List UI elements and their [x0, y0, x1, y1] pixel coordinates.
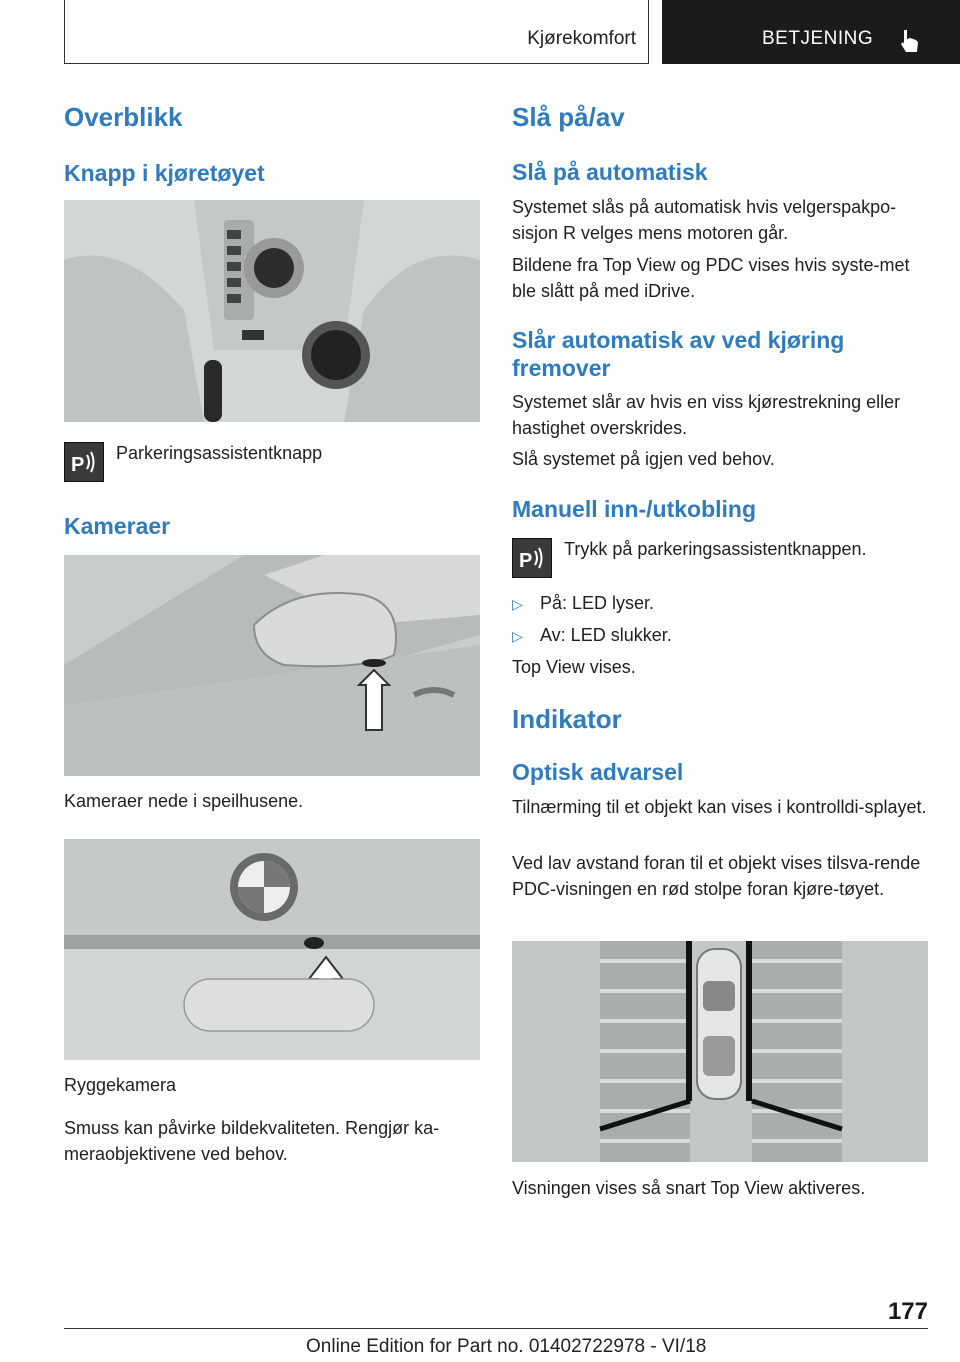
list-item [512, 622, 672, 648]
mirror-camera-caption: Kameraer nede i speilhusene. [64, 791, 304, 811]
center-console-image [64, 200, 480, 422]
topview-text: Top View vises. [512, 657, 636, 677]
optical-paragraph-1: Tilnærming til et objekt kan vises i kontrolldi-splayet. [512, 797, 927, 817]
heading-on-off: Slå på/av [512, 102, 625, 132]
heading-manual: Manuell inn-/utkobling [512, 496, 757, 522]
auto-off-paragraph-1: Systemet slår av hvis en viss kjørestrekning eller hastighet overskrides. [512, 392, 901, 438]
pointing-hand-icon [894, 26, 924, 56]
header-chapter-title: BETJENING [762, 28, 874, 49]
heading-indicator: Indikator [512, 704, 622, 734]
header-section-title: Kjørekomfort [527, 28, 636, 49]
heading-cameras: Kameraer [64, 513, 171, 539]
list-item [512, 590, 654, 616]
parking-assist-button-icon-2 [512, 538, 552, 578]
svg-text:P: P [519, 550, 533, 572]
side-mirror-camera-image [64, 555, 480, 776]
footer-edition: Online Edition for Part no. 01402722978 - VI/18 [306, 1336, 707, 1357]
page-number: 177 [887, 1298, 928, 1325]
list-item-text: Av: LED slukker. [540, 625, 672, 645]
triangle-bullet-icon: ▷ [512, 596, 523, 612]
dirt-warning-text: Smuss kan påvirke bildekvaliteten. Rengjør ka-meraobjektivene ved behov. [64, 1118, 440, 1164]
manual-instruction: Trykk på parkeringsassistentknappen. [564, 539, 867, 559]
topview-caption: Visningen vises så snart Top View aktiveres. [512, 1178, 866, 1198]
optical-paragraph-2: Ved lav avstand foran til et objekt vises tilsva-rende PDC-visningen en rød stolpe foran kjøre-tøyet. [512, 853, 921, 899]
footer-divider [64, 1328, 928, 1329]
button-caption: Parkeringsassistentknapp [116, 443, 323, 463]
svg-text:P: P [71, 454, 85, 476]
heading-overview: Overblikk [64, 102, 183, 132]
auto-on-paragraph-2: Bildene fra Top View og PDC vises hvis syste-met ble slått på med iDrive. [512, 255, 910, 301]
list-item-text: På: LED lyser. [540, 593, 655, 613]
header-section-box [64, 0, 649, 64]
auto-off-paragraph-2: Slå systemet på igjen ved behov. [512, 449, 775, 469]
parking-assist-button-icon [64, 442, 104, 482]
auto-on-paragraph-1: Systemet slås på automatisk hvis velgerspakpo-sisjon R velges mens motoren går. [512, 197, 897, 243]
heading-auto-off: Slår automatisk av ved kjøring fremover [512, 327, 845, 381]
heading-optical-warning: Optisk advarsel [512, 759, 684, 785]
top-view-display-image [512, 941, 928, 1162]
rear-camera-caption: Ryggekamera [64, 1075, 177, 1095]
heading-button-in-vehicle: Knapp i kjøretøyet [64, 160, 265, 186]
header-chapter-box [662, 0, 960, 64]
triangle-bullet-icon: ▷ [512, 628, 523, 644]
rear-camera-image [64, 839, 480, 1060]
heading-auto-on: Slå på automatisk [512, 159, 708, 185]
